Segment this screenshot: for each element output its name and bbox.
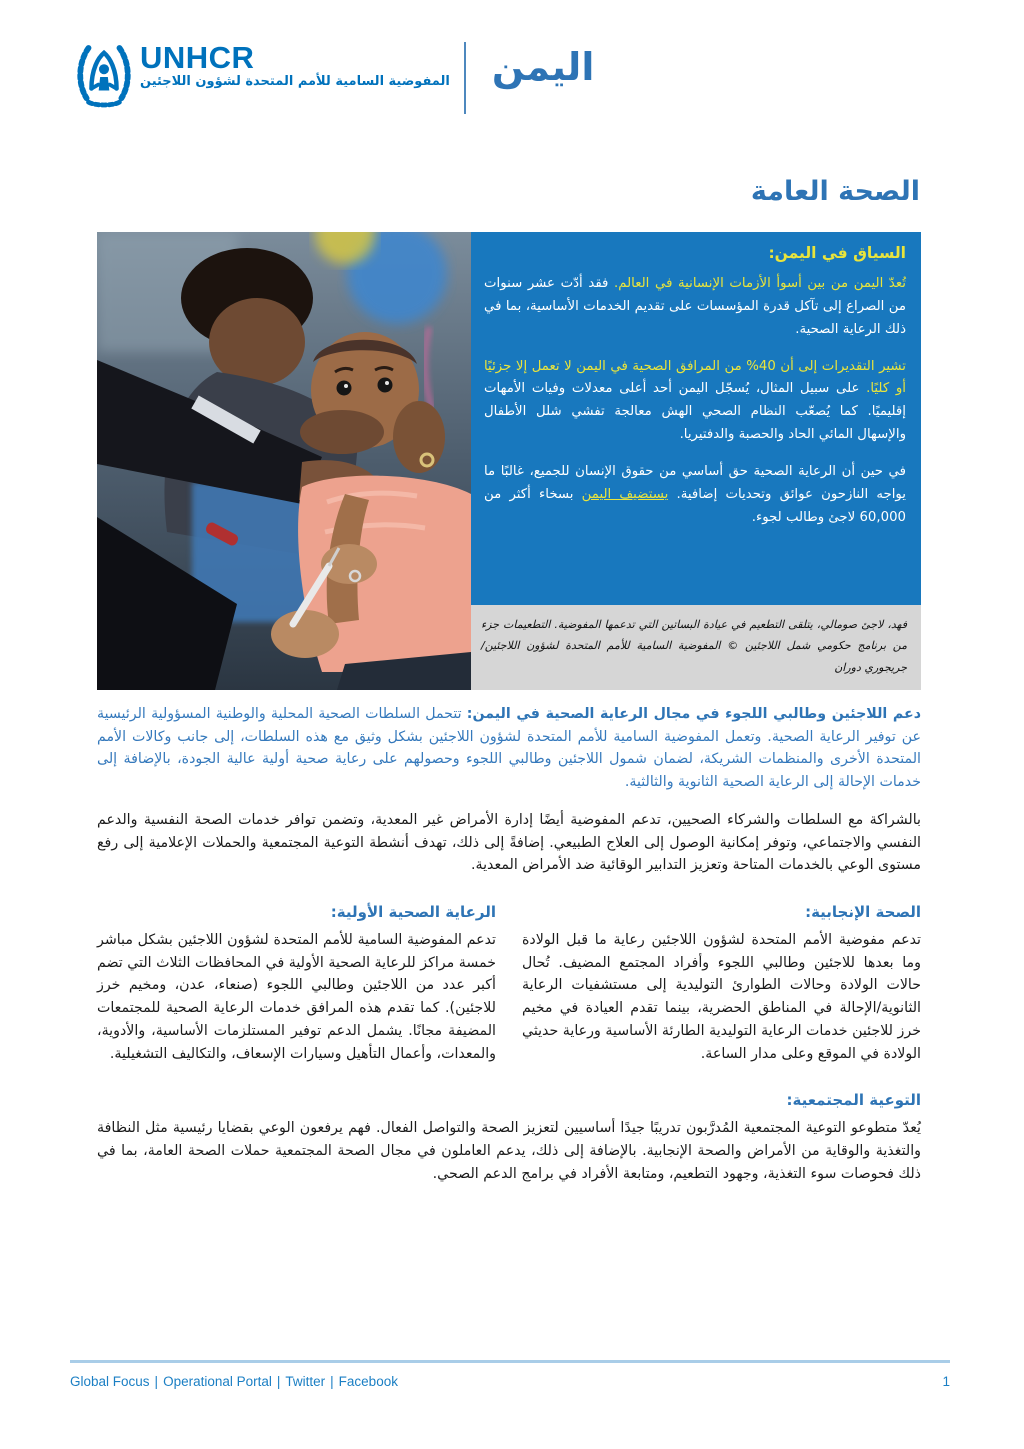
footer — [70, 1360, 950, 1389]
footer-divider — [70, 1360, 950, 1363]
context-p3-rest: بسخاء أكثر من 60,000 لاجئ وطالب لجوء. — [484, 486, 906, 525]
country-title: اليمن — [491, 45, 595, 89]
context-box-title: السياق في اليمن: — [768, 244, 906, 262]
column-reproductive-health — [522, 903, 921, 1065]
community-outreach-heading: التوعية المجتمعية: — [786, 1091, 921, 1110]
reproductive-health-body: تدعم مفوضية الأمم المتحدة لشؤون اللاجئين رعاية ما قبل الولادة وما بعدها للاجئين وطالبي اللجوء وأفراد المجتمع المضيف. تُحال حالات الولادة وحالات الطوارئ التوليدية إلى مستشفيات الرعاية الثانوية/الإحالة في المناطق الحضرية، بينما تقدم العيادة في مخيم خرز للاجئين خدمات الرعاية التوليدية الطارئة الأساسية ورعاية حديثي الولادة في الموقع وعلى مدار الساعة. — [522, 932, 921, 1062]
context-box — [471, 232, 921, 605]
context-paragraph-1 — [484, 273, 906, 342]
context-panel — [471, 232, 921, 690]
photo-and-context-row — [97, 232, 921, 690]
footer-separator: | — [330, 1374, 334, 1389]
intro-paragraph — [97, 703, 921, 794]
photo-caption: فهد، لاجئ صومالي، يتلقى التطعيم في عيادة البساتين التي تدعمها المفوضية. التطعيمات جزء من برنامج حكومي شمل اللاجئين © المفوضية السامية للأمم المتحدة لشؤون اللاجئين/جريجوري دوران — [471, 605, 921, 690]
footer-row — [70, 1374, 950, 1389]
partnership-paragraph: بالشراكة مع السلطات والشركاء الصحيين، تدعم المفوضية أيضًا إدارة الأمراض غير المعدية، وتضمن توافر خدمات الصحة النفسية والدعم النفسي والاجتماعي، وتوفر إمكانية الوصول إلى العلاج الطبيعي. إضافةً إلى ذلك، تهدف أنشطة التوعية المجتمعية والحملات الإعلامية إلى رفع مستوى الوعي بالخدمات المتاحة وتعزيز التدابير الوقائية ضد الأمراض المعدية. — [97, 811, 921, 874]
primary-healthcare-body: تدعم المفوضية السامية للأمم المتحدة لشؤون اللاجئين بشكل مباشر خمسة مراكز للرعاية الصحية الأولية في المحافظات الثلاث التي تضم أكبر عدد من اللاجئين وطالبي اللجوء (صنعاء، عدن، ومخيم خرز للاجئين). كما تقدم هذه المرافق خدمات الرعاية الصحية للمجتمعات المضيفة مجانًا. يشمل الدعم توفير المستلزمات الأساسية، والأدوية، والمعدات، وأعمال التأهيل وسيارات الإسعاف، والتكاليف التشغيلية. — [97, 932, 496, 1062]
context-paragraph-3 — [484, 461, 906, 530]
yemen-hosts-link[interactable]: يستضيف اليمن — [581, 486, 669, 502]
context-p2-rest: على سبيل المثال، يُسجّل اليمن أحد أعلى معدلات وفيات الأمهات إقليميًا. كما يُصعّب النظام الصحي الهش معالجة تفشي شلل الأطفال والإسهال المائي الحاد والحصبة والدفتيريا. — [484, 381, 906, 443]
community-outreach-body: يُعدّ متطوعو التوعية المجتمعية المُدرَّبون تدريبًا جيدًا أساسيين لتعزيز الصحة والتواصل الفعال. فهم يرفعون الوعي بقضايا رئيسية مثل النظافة والتغذية والوقاية من الأمراض والصحة الإنجابية. بالإضافة إلى ذلك، يدعم العاملون في مجال الصحة المجتمعية حملات الصحة العامة، بما في ذلك فحوصات سوء التغذية، وجهود التطعيم، ومتابعة الأفراد في برامج الدعم الصحي. — [97, 1120, 921, 1182]
logo-text — [140, 42, 450, 89]
header — [75, 42, 920, 114]
intro-paragraph-lead: دعم اللاجئين وطالبي اللجوء في مجال الرعاية الصحية في اليمن: — [466, 706, 921, 722]
context-paragraph-2 — [484, 356, 906, 447]
main-content — [97, 232, 921, 1186]
page-title: الصحة العامة — [750, 176, 920, 207]
unhcr-logo — [75, 42, 450, 114]
community-outreach-section — [97, 1091, 921, 1185]
footer-separator: | — [154, 1374, 159, 1389]
column-primary-healthcare — [97, 903, 496, 1065]
reproductive-health-heading: الصحة الإنجابية: — [805, 903, 921, 922]
context-p1-highlight: تُعدّ اليمن من بين أسوأ الأزمات الإنسانية في العالم. — [614, 276, 906, 291]
footer-link-operational-portal[interactable]: Operational Portal — [163, 1374, 272, 1389]
context-p3-start: في حين أن الرعاية الصحية حق أساسي من حقوق الإنسان للجميع، غالبًا ما يواجه النازحون عوائق وتحديات إضافية. — [484, 464, 906, 502]
page-number: 1 — [942, 1374, 950, 1389]
footer-link-twitter[interactable]: Twitter — [285, 1374, 326, 1389]
logo-subtitle-arabic: المفوضية السامية للأمم المتحدة لشؤون اللاجئين — [140, 74, 450, 89]
context-p1-rest: فقد أدّت عشر سنوات من الصراع إلى تآكل قدرة المؤسسات على تقديم الخدمات الأساسية، بما في ذلك الرعاية الصحية. — [484, 276, 906, 337]
vaccination-photo — [97, 232, 471, 690]
primary-healthcare-heading: الرعاية الصحية الأولية: — [330, 903, 496, 922]
header-divider — [464, 42, 466, 114]
unhcr-wordmark: UNHCR — [140, 40, 255, 75]
intro-paragraph-text: تتحمل السلطات الصحية المحلية والوطنية المسؤولية الرئيسية عن توفير الرعاية الصحية. وتعمل المفوضية السامية للأمم المتحدة لشؤون اللاجئين بشكل وثيق مع هذه السلطات، إلى جانب وكالات الأمم المتحدة الأخرى والمنظمات الشريكة، لضمان شمول اللاجئين وطالبي اللجوء وحصولهم على رعاية صحية أولية عالية الجودة، بالإضافة إلى خدمات الإحالة إلى الرعاية الصحية الثانوية والثالثية. — [97, 706, 921, 791]
footer-links — [70, 1374, 398, 1389]
unhcr-emblem-icon — [75, 42, 133, 114]
two-column-section — [97, 903, 921, 1065]
footer-separator: | — [276, 1374, 281, 1389]
footer-link-global-focus[interactable]: Global Focus — [70, 1374, 150, 1389]
context-p2-highlight: تشير التقديرات إلى أن 40% من المرافق الصحية في اليمن لا تعمل إلا جزئيًا أو كليًا. — [484, 358, 906, 397]
footer-link-facebook[interactable]: Facebook — [338, 1374, 398, 1389]
